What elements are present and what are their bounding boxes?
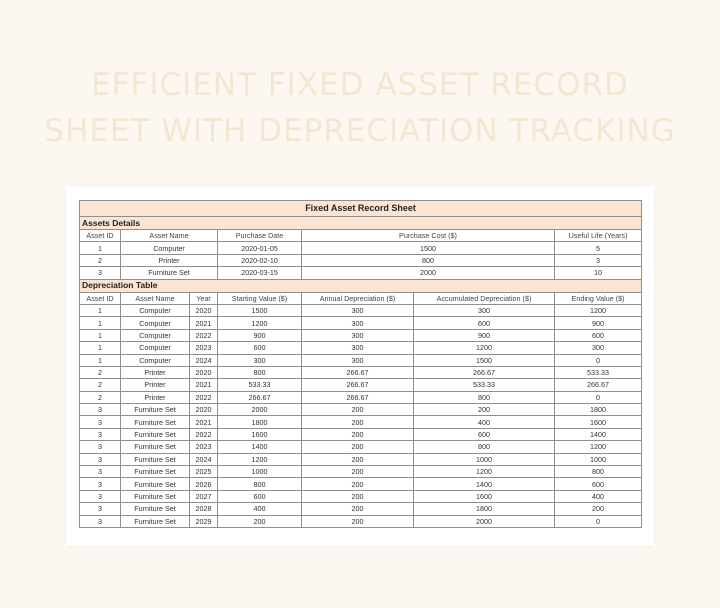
assets-row [80,267,642,279]
depreciation-cell: 1 [80,342,121,354]
assets-header-cell: Useful Life (Years) [555,230,642,242]
depreciation-cell: 1200 [555,304,642,316]
page-banner [0,62,720,154]
depreciation-header-cell: Ending Value ($) [555,292,642,304]
depreciation-cell: 600 [218,342,302,354]
assets-cell: 2020-02-10 [218,254,302,266]
depreciation-header-cell: Accumulated Depreciation ($) [414,292,555,304]
sheet-title: Fixed Asset Record Sheet [80,201,642,217]
depreciation-cell: 400 [555,490,642,502]
depreciation-cell: 0 [555,391,642,403]
depreciation-row [80,503,642,515]
depreciation-cell: 3 [80,503,121,515]
assets-cell: Computer [121,242,218,254]
assets-cell: 5 [555,242,642,254]
banner-line-2: SHEET WITH DEPRECIATION TRACKING [44,113,676,149]
depreciation-cell: 200 [302,453,414,465]
depreciation-header-cell: Annual Depreciation ($) [302,292,414,304]
depreciation-cell: 533.33 [414,379,555,391]
depreciation-cell: 1 [80,304,121,316]
depreciation-row [80,391,642,403]
depreciation-cell: 1 [80,354,121,366]
depreciation-cell: 3 [80,416,121,428]
depreciation-cell: 1400 [555,428,642,440]
depreciation-row [80,490,642,502]
depreciation-cell: 600 [218,490,302,502]
depreciation-cell: 2000 [218,404,302,416]
assets-section-row [80,217,642,230]
depreciation-cell: 1200 [414,466,555,478]
depreciation-cell: 600 [555,329,642,341]
depreciation-cell: 600 [414,317,555,329]
depreciation-cell: 300 [302,304,414,316]
depreciation-cell: 1400 [218,441,302,453]
depreciation-cell: Printer [121,366,190,378]
depreciation-cell: 200 [218,515,302,527]
depreciation-row [80,404,642,416]
depreciation-cell: 2022 [190,391,218,403]
depreciation-cell: 900 [414,329,555,341]
depreciation-cell: Furniture Set [121,515,190,527]
depreciation-cell: 533.33 [218,379,302,391]
depreciation-cell: Furniture Set [121,404,190,416]
depreciation-cell: 1000 [414,453,555,465]
depreciation-cell: 1000 [555,453,642,465]
depreciation-cell: 2022 [190,329,218,341]
depreciation-cell: 2 [80,366,121,378]
depreciation-cell: 1400 [414,478,555,490]
depreciation-cell: 266.67 [302,391,414,403]
depreciation-row [80,342,642,354]
depreciation-cell: 266.67 [555,379,642,391]
depreciation-cell: 200 [302,490,414,502]
depreciation-cell: Furniture Set [121,503,190,515]
fixed-asset-sheet [79,200,642,528]
assets-section-label: Assets Details [80,217,642,230]
depreciation-cell: 266.67 [302,379,414,391]
depreciation-section-row [80,279,642,292]
depreciation-cell: 200 [555,503,642,515]
depreciation-cell: 2000 [414,515,555,527]
depreciation-cell: 1600 [414,490,555,502]
depreciation-cell: Printer [121,391,190,403]
assets-header-cell: Asset Name [121,230,218,242]
depreciation-row [80,515,642,527]
depreciation-row [80,366,642,378]
depreciation-cell: 1000 [218,466,302,478]
depreciation-cell: Furniture Set [121,428,190,440]
assets-header-row [80,230,642,242]
assets-cell: 3 [80,267,121,279]
depreciation-section-label: Depreciation Table [80,279,642,292]
depreciation-cell: 200 [302,478,414,490]
depreciation-cell: 2029 [190,515,218,527]
depreciation-header-row [80,292,642,304]
depreciation-cell: 800 [218,366,302,378]
depreciation-cell: 800 [414,391,555,403]
depreciation-cell: Computer [121,354,190,366]
depreciation-cell: Furniture Set [121,490,190,502]
depreciation-cell: Computer [121,329,190,341]
depreciation-cell: 200 [302,404,414,416]
depreciation-cell: 300 [302,342,414,354]
depreciation-cell: 2022 [190,428,218,440]
depreciation-row [80,466,642,478]
depreciation-row [80,428,642,440]
depreciation-cell: 3 [80,404,121,416]
depreciation-cell: 1200 [218,453,302,465]
depreciation-cell: 3 [80,515,121,527]
depreciation-cell: 2027 [190,490,218,502]
depreciation-cell: 900 [555,317,642,329]
depreciation-cell: 200 [302,428,414,440]
depreciation-cell: 400 [218,503,302,515]
assets-cell: 2000 [302,267,555,279]
depreciation-cell: 400 [414,416,555,428]
depreciation-cell: 300 [302,329,414,341]
depreciation-cell: 533.33 [555,366,642,378]
depreciation-cell: 2 [80,391,121,403]
depreciation-cell: Furniture Set [121,453,190,465]
depreciation-cell: 2028 [190,503,218,515]
depreciation-cell: 3 [80,441,121,453]
assets-cell: 10 [555,267,642,279]
depreciation-cell: 3 [80,490,121,502]
depreciation-cell: 2023 [190,441,218,453]
depreciation-cell: 1500 [414,354,555,366]
depreciation-cell: 200 [302,503,414,515]
depreciation-cell: 800 [555,466,642,478]
depreciation-cell: 266.67 [414,366,555,378]
depreciation-cell: 300 [414,304,555,316]
depreciation-cell: Furniture Set [121,416,190,428]
depreciation-cell: 2 [80,379,121,391]
depreciation-cell: 2025 [190,466,218,478]
assets-row [80,242,642,254]
depreciation-cell: 1600 [218,428,302,440]
depreciation-cell: 200 [414,404,555,416]
assets-cell: 2020-01-05 [218,242,302,254]
depreciation-cell: 300 [555,342,642,354]
depreciation-cell: 2021 [190,379,218,391]
depreciation-row [80,453,642,465]
depreciation-cell: 800 [218,478,302,490]
assets-cell: 1 [80,242,121,254]
depreciation-cell: Computer [121,304,190,316]
depreciation-cell: 2021 [190,416,218,428]
depreciation-cell: 2020 [190,366,218,378]
depreciation-cell: 3 [80,428,121,440]
depreciation-cell: 0 [555,515,642,527]
depreciation-cell: 2024 [190,354,218,366]
depreciation-row [80,317,642,329]
assets-header-cell: Purchase Cost ($) [302,230,555,242]
depreciation-cell: 0 [555,354,642,366]
depreciation-row [80,304,642,316]
depreciation-cell: 2024 [190,453,218,465]
depreciation-row [80,354,642,366]
depreciation-cell: 1800 [414,503,555,515]
depreciation-cell: Furniture Set [121,441,190,453]
depreciation-cell: Computer [121,317,190,329]
depreciation-row [80,329,642,341]
assets-header-cell: Purchase Date [218,230,302,242]
depreciation-cell: Furniture Set [121,478,190,490]
depreciation-row [80,379,642,391]
depreciation-cell: 1200 [218,317,302,329]
depreciation-cell: 1 [80,329,121,341]
depreciation-header-cell: Starting Value ($) [218,292,302,304]
depreciation-cell: 300 [218,354,302,366]
depreciation-cell: 266.67 [302,366,414,378]
sheet-card [66,186,654,546]
depreciation-header-cell: Asset Name [121,292,190,304]
depreciation-header-cell: Year [190,292,218,304]
assets-row [80,254,642,266]
sheet-title-row [80,201,642,217]
assets-cell: 3 [555,254,642,266]
depreciation-row [80,416,642,428]
depreciation-cell: 1 [80,317,121,329]
depreciation-cell: 2026 [190,478,218,490]
assets-cell: Furniture Set [121,267,218,279]
depreciation-cell: 200 [302,515,414,527]
depreciation-cell: 2020 [190,404,218,416]
depreciation-cell: 300 [302,317,414,329]
depreciation-cell: 900 [218,329,302,341]
depreciation-cell: 200 [302,416,414,428]
assets-cell: 2020-03-15 [218,267,302,279]
depreciation-cell: 3 [80,453,121,465]
assets-cell: 1500 [302,242,555,254]
depreciation-cell: 3 [80,466,121,478]
depreciation-cell: 2020 [190,304,218,316]
depreciation-cell: 1800 [555,404,642,416]
depreciation-cell: 2021 [190,317,218,329]
depreciation-cell: 200 [302,466,414,478]
depreciation-cell: 3 [80,478,121,490]
depreciation-row [80,441,642,453]
banner-line-1: EFFICIENT FIXED ASSET RECORD [91,67,629,103]
depreciation-cell: Computer [121,342,190,354]
depreciation-cell: 266.67 [218,391,302,403]
depreciation-cell: 600 [414,428,555,440]
depreciation-cell: 2023 [190,342,218,354]
depreciation-cell: 200 [302,441,414,453]
depreciation-cell: 800 [414,441,555,453]
depreciation-cell: Furniture Set [121,466,190,478]
assets-cell: Printer [121,254,218,266]
depreciation-cell: 1500 [218,304,302,316]
depreciation-cell: 300 [302,354,414,366]
depreciation-cell: 1200 [555,441,642,453]
depreciation-cell: 1200 [414,342,555,354]
depreciation-cell: 600 [555,478,642,490]
depreciation-cell: 1600 [555,416,642,428]
assets-header-cell: Asset ID [80,230,121,242]
assets-cell: 800 [302,254,555,266]
depreciation-row [80,478,642,490]
assets-cell: 2 [80,254,121,266]
depreciation-cell: 1800 [218,416,302,428]
depreciation-header-cell: Asset ID [80,292,121,304]
depreciation-cell: Printer [121,379,190,391]
